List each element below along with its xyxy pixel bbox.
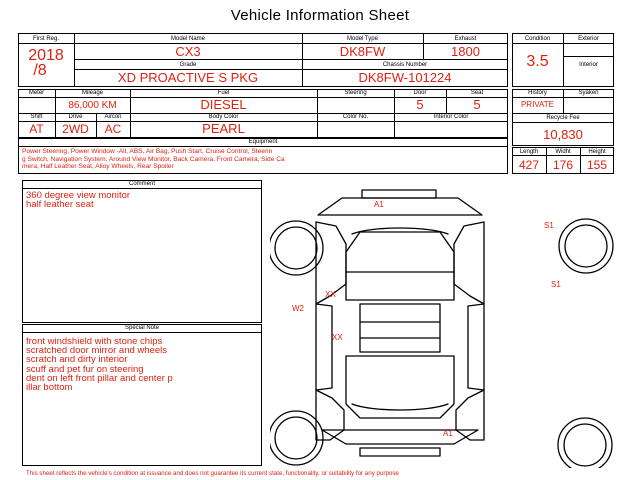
equipment-label: Equipment bbox=[248, 139, 278, 145]
special-note-line: dent on left front pillar and center p bbox=[26, 372, 173, 384]
special-note-line: scuff and pet fur on steering bbox=[26, 363, 144, 375]
disclaimer: This sheet reflects the vehicle's condition at issuance and does not guarantee its current state, functionality, or suitability for any purpose bbox=[26, 470, 399, 477]
special-note-line: scratched door mirror and wheels bbox=[26, 345, 167, 357]
seat-label: Seat bbox=[470, 90, 484, 96]
special-note-label: Special Note bbox=[124, 325, 160, 331]
damage-mark-xx-upper: XX bbox=[325, 290, 336, 299]
exhaust-value: 1800 bbox=[451, 44, 480, 59]
height-label: Height bbox=[588, 149, 606, 155]
condition-value: 3.5 bbox=[526, 53, 549, 70]
body-color-label: Body Color bbox=[208, 114, 239, 120]
drive-value: 2WD bbox=[62, 122, 89, 136]
special-note-line: front windshield with stone chips bbox=[26, 336, 163, 347]
comment-text bbox=[26, 191, 130, 209]
interior-color-label: Interior Color bbox=[433, 114, 469, 120]
special-note-text bbox=[26, 337, 173, 392]
aircon-value: AC bbox=[104, 122, 122, 136]
first-reg-year: 2018 bbox=[28, 47, 64, 64]
chassis-number-label: Chassis Number bbox=[382, 62, 428, 68]
damage-mark-xx-lower: XX bbox=[332, 333, 343, 342]
exterior-label: Exterior bbox=[578, 36, 599, 42]
grade-value: XD PROACTIVE S PKG bbox=[117, 70, 259, 85]
chassis-number-value: DK8FW-101224 bbox=[358, 70, 452, 85]
first-reg-label: First Reg. bbox=[32, 36, 59, 42]
damage-mark-a1-top: A1 bbox=[374, 200, 384, 209]
special-note-line: illar bottom bbox=[26, 382, 73, 394]
model-name-label: Model Name bbox=[170, 36, 205, 42]
shift-value: AT bbox=[29, 122, 44, 136]
interior-label: Interior bbox=[579, 62, 598, 68]
equipment-line: g Switch, Navigation System, Around View Monitor, Back Camera, Front Camera, Side Ca bbox=[22, 155, 285, 163]
drive-label: Drive bbox=[68, 114, 83, 120]
history-label: History bbox=[528, 90, 547, 96]
width-value: 176 bbox=[552, 158, 574, 172]
damage-mark-s1-lower: S1 bbox=[551, 280, 561, 289]
length-label: Length bbox=[519, 149, 539, 155]
comment-line: half leather seat bbox=[26, 199, 94, 210]
seat-value: 5 bbox=[473, 97, 481, 112]
equipment-line: mera, Half Leather Seat, Alloy Wheels, Rear Spoiler bbox=[22, 163, 174, 170]
steering-label: Steering bbox=[344, 90, 367, 96]
length-value: 427 bbox=[518, 158, 540, 172]
fuel-label: Fuel bbox=[217, 90, 230, 96]
model-name-value: CX3 bbox=[175, 44, 201, 59]
damage-mark-s1-upper: S1 bbox=[544, 221, 554, 230]
meter-label: Meter bbox=[28, 90, 45, 96]
fuel-value: DIESEL bbox=[200, 97, 247, 112]
color-no-label: Color No. bbox=[342, 114, 369, 120]
history-value: PRIVATE bbox=[520, 100, 555, 109]
model-type-value: DK8FW bbox=[339, 44, 386, 59]
comment-line: 360 degree view monitor bbox=[26, 190, 131, 201]
aircon-label: Aircon bbox=[104, 114, 122, 120]
mileage-label: Mileage bbox=[81, 90, 103, 96]
car-damage-diagram bbox=[270, 183, 620, 468]
comment-label: Comment bbox=[128, 181, 155, 187]
body-color-value: PEARL bbox=[202, 121, 245, 136]
door-label: Door bbox=[413, 90, 427, 96]
condition-label: Condition bbox=[524, 36, 551, 42]
mileage-value: 86,000 KM bbox=[68, 100, 117, 111]
equipment-line: Power Steering, Power Window -All, ABS, Air Bag, Push Start, Cruise Control, Steerin bbox=[22, 148, 273, 155]
door-value: 5 bbox=[416, 97, 424, 112]
shift-label: Shift bbox=[30, 114, 43, 120]
recycle-fee-value: 10,830 bbox=[543, 127, 583, 142]
grade-label: Grade bbox=[179, 62, 197, 68]
model-type-label: Model Type bbox=[347, 36, 378, 42]
equipment-text bbox=[22, 148, 285, 171]
recycle-fee-label: Recycle Fee bbox=[546, 115, 580, 121]
syaken-label: Syaken bbox=[578, 90, 599, 96]
height-value: 155 bbox=[586, 158, 608, 172]
width-label: Widht bbox=[555, 149, 571, 155]
damage-mark-w2: W2 bbox=[292, 304, 304, 313]
exhaust-label: Exhaust bbox=[454, 36, 477, 42]
damage-mark-a1-bottom: A1 bbox=[443, 429, 453, 438]
page-title: Vehicle Information Sheet bbox=[230, 7, 410, 24]
first-reg-month: /8 bbox=[33, 62, 47, 79]
special-note-line: scratch and dirty interior bbox=[26, 354, 128, 366]
